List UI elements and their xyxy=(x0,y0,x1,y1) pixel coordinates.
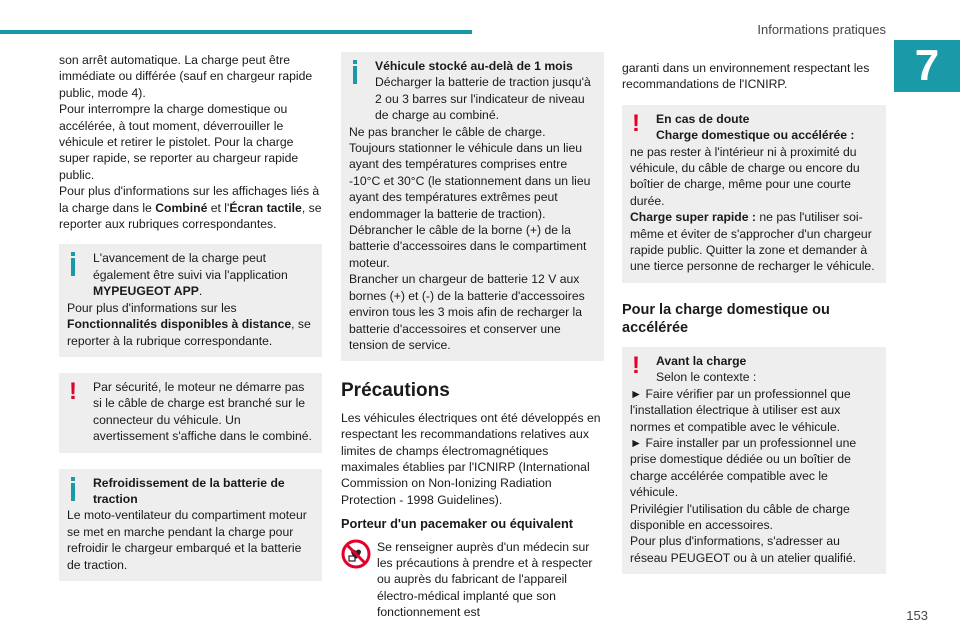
text: L'avancement de la charge peut également être suivi via l'application xyxy=(93,251,288,282)
pacemaker-text: Se renseigner auprès d'un médecin sur les précautions à prendre et à respecter ou auprès du fabricant de l'appareil électro-médical implanté que son fonctionnement est xyxy=(377,539,593,620)
text: ne pas l'utiliser soi-même et éviter de s'approcher d'un chargeur rapide public. Quitter la zone et demander à une tierce personne de recharger le véhicule. xyxy=(630,210,875,274)
info-title: Refroidissement de la batterie de traction xyxy=(93,475,285,506)
info-title: Véhicule stocké au-delà de 1 mois xyxy=(375,59,573,73)
pacemaker-prohibited-icon xyxy=(341,539,371,569)
warning-icon: ! xyxy=(632,351,640,379)
subheading: Porteur d'un pacemaker ou équivalent xyxy=(341,516,574,532)
column-2 xyxy=(341,52,604,621)
info-text xyxy=(67,300,314,349)
page-number: 153 xyxy=(906,608,928,623)
warning-text: ► Faire vérifier par un professionnel que l'installation électrique à utiliser est aux normes et compatible avec le véhicule. xyxy=(630,386,851,434)
paragraph: son arrêt automatique. La charge peut être immédiate ou différée (sauf en chargeur rapide public, mode 4). xyxy=(59,53,313,100)
warning-title: En cas de doute xyxy=(656,111,750,126)
info-icon-bar xyxy=(71,483,75,501)
info-text: Débrancher le câble de la borne (+) de la batterie d'accessoires dans le compartiment moteur. xyxy=(349,223,587,270)
bold-text: Charge super rapide : xyxy=(630,210,756,225)
warning-text xyxy=(630,209,878,275)
chapter-number-tab: 7 xyxy=(894,40,960,92)
bold-text: Fonctionnalités disponibles à distance xyxy=(67,317,292,332)
text: , se reporter aux rubriques correspondantes. xyxy=(59,200,322,232)
warning-text: ne pas rester à l'intérieur ni à proximité du véhicule, du câble de charge ou encore du boîtier de charge, même pour une courte durée. xyxy=(630,144,860,208)
info-icon xyxy=(71,477,75,481)
column-1 xyxy=(59,52,322,581)
bold-text: Combiné xyxy=(155,200,208,215)
column-3 xyxy=(622,60,886,574)
info-box-storage xyxy=(341,52,604,361)
info-text: Toujours stationner le véhicule dans un lieu ayant des températures comprises entre -10°C et 30°C (le stationnement dans un lieu ayant des températures extrêmes peut endommager la batterie de traction). xyxy=(349,141,591,221)
info-text: Ne pas brancher le câble de charge. xyxy=(349,124,546,139)
warning-text: Privilégier l'utilisation du câble de charge disponible en accessoires. xyxy=(630,501,850,532)
info-icon-bar xyxy=(71,258,75,276)
info-icon xyxy=(71,252,75,256)
paragraph xyxy=(59,183,322,232)
info-text xyxy=(67,250,314,299)
paragraph: Les véhicules électriques ont été développés en respectant les recommandations relatives aux limites de champs électromagnétiques maximales établies par l'ICNIRP (International Commission on Non-Ionizing Radiation Protection - 1998 Guidelines). xyxy=(341,410,601,507)
info-text: Brancher un chargeur de batterie 12 V aux bornes (+) et (-) de la batterie d'accessoires environ tous les 3 mois afin de recharger la batterie d'accessoires et conserver une tension de service. xyxy=(349,272,585,352)
bold-text: Écran tactile xyxy=(229,200,302,215)
warning-text: Selon le contexte : xyxy=(656,370,757,385)
warning-box-doubt xyxy=(622,105,886,283)
info-icon xyxy=(353,60,357,64)
text: Pour plus d'informations sur les affichages liés à la charge dans le xyxy=(59,184,320,215)
warning-text: Pour plus d'informations, s'adresser au réseau PEUGEOT ou à un atelier qualifié. xyxy=(630,534,857,565)
info-box-remote-app xyxy=(59,244,322,356)
warning-icon: ! xyxy=(69,377,77,405)
text: et l' xyxy=(207,200,230,215)
warning-box-before-charge xyxy=(622,347,886,574)
text: Pour plus d'informations sur les xyxy=(67,300,237,315)
warning-title: Charge domestique ou accélérée : xyxy=(656,128,855,143)
bold-text: MYPEUGEOT APP xyxy=(93,284,199,299)
warning-text: ► Faire installer par un professionnel une prise domestique dédiée ou un boîtier de charge accélérée compatible avec le véhicule. xyxy=(630,435,857,500)
page-header-title: Informations pratiques xyxy=(757,22,886,37)
warning-box-engine-start xyxy=(59,373,322,453)
header-accent-bar xyxy=(0,30,472,34)
warning-title: Avant la charge xyxy=(656,353,747,368)
text: . xyxy=(198,284,203,299)
info-text: Le moto-ventilateur du compartiment moteur se met en marche pendant la charge pour refroidir le chargeur embarqué et la batterie de traction. xyxy=(67,508,307,572)
warning-icon: ! xyxy=(632,109,640,137)
warning-text: Par sécurité, le moteur ne démarre pas si le câble de charge est branché sur le connecteur du véhicule. Un avertissement s'affiche dans le combiné. xyxy=(93,379,312,444)
pacemaker-notice xyxy=(341,539,604,621)
text: , se reporter à la rubrique correspondante. xyxy=(67,317,311,348)
paragraph: garanti dans un environnement respectant les recommandations de l'ICNIRP. xyxy=(622,61,870,92)
info-icon-bar xyxy=(353,66,357,84)
info-text: Décharger la batterie de traction jusqu'à 2 ou 3 barres sur l'indicateur de niveau de charge au combiné. xyxy=(375,75,591,123)
subheading: Pour la charge domestique ou accélérée xyxy=(622,301,830,336)
paragraph: Pour interrompre la charge domestique ou accélérée, à tout moment, déverrouiller le véhicule et retirer le pistolet. Pour la charge super rapide, se reporter au chargeur rapide public. xyxy=(59,102,299,182)
section-title: Précautions xyxy=(341,380,450,402)
info-box-battery-cooling xyxy=(59,469,322,581)
